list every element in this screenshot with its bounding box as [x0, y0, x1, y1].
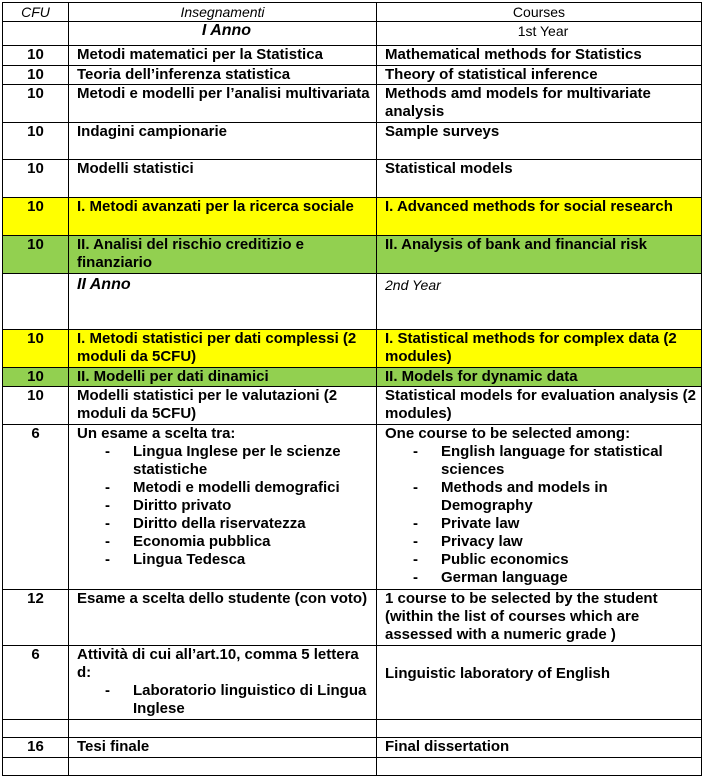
row-cfu: 10 — [3, 46, 69, 66]
row-en: Final dissertation — [377, 738, 702, 758]
year2-en: 2nd Year — [377, 274, 702, 330]
study-plan-table — [2, 2, 702, 776]
list-item: - Private law — [441, 515, 701, 533]
list-item: - Diritto della riservatezza — [133, 515, 376, 533]
list-item: - Lingua Inglese per le scienze statistiche — [133, 443, 376, 479]
list-item: - Lingua Tedesca — [133, 551, 376, 569]
lab-it-list — [77, 682, 376, 718]
year1-en: 1st Year — [377, 22, 702, 46]
row-it: I. Metodi statistici per dati complessi (2 moduli da 5CFU) — [69, 330, 377, 368]
row-cfu: 16 — [3, 738, 69, 758]
header-row — [3, 3, 702, 22]
year1-cfu — [3, 22, 69, 46]
table-row — [3, 738, 702, 758]
row-en: I. Advanced methods for social research — [377, 198, 702, 236]
table-row-highlight-yellow — [3, 198, 702, 236]
row-it: Tesi finale — [69, 738, 377, 758]
list-item: - Methods and models in Demography — [441, 479, 701, 515]
list-item: - Privacy law — [441, 533, 701, 551]
table-row-highlight-green — [3, 368, 702, 387]
choice-it — [69, 425, 377, 590]
table-row — [3, 387, 702, 425]
row-it: Indagini campionarie — [69, 123, 377, 160]
free-choice-row — [3, 590, 702, 646]
row-cfu: 10 — [3, 387, 69, 425]
list-item: - Metodi e modelli demografici — [133, 479, 376, 497]
row-en: Theory of statistical inference — [377, 66, 702, 85]
lab-it-intro: Attività di cui all’art.10, comma 5 lettera d: — [77, 646, 359, 681]
header-insegnamenti: Insegnamenti — [69, 3, 377, 22]
header-cfu: CFU — [3, 3, 69, 22]
year2-cfu — [3, 274, 69, 330]
row-cfu: 6 — [3, 425, 69, 590]
row-en: 1 course to be selected by the student (within the list of courses which are assessed with a numeric grade ) — [377, 590, 702, 646]
row-cfu: 10 — [3, 160, 69, 198]
choice-en — [377, 425, 702, 590]
table-row — [3, 66, 702, 85]
table-row — [3, 85, 702, 123]
table-row — [3, 46, 702, 66]
row-cfu: 10 — [3, 66, 69, 85]
choice-it-intro: Un esame a scelta tra: — [77, 425, 236, 442]
row-cfu: 10 — [3, 236, 69, 274]
row-cfu: 12 — [3, 590, 69, 646]
row-it: Teoria dell’inferenza statistica — [69, 66, 377, 85]
row-it: II. Analisi del rischio creditizio e finanziario — [69, 236, 377, 274]
list-item: - Public economics — [441, 551, 701, 569]
row-en: I. Statistical methods for complex data (2 modules) — [377, 330, 702, 368]
header-courses: Courses — [377, 3, 702, 22]
choice-row — [3, 425, 702, 590]
year2-row — [3, 274, 702, 330]
list-item: - Diritto privato — [133, 497, 376, 515]
table-row-highlight-yellow — [3, 330, 702, 368]
row-cfu: 10 — [3, 123, 69, 160]
row-cfu: 6 — [3, 646, 69, 720]
year1-row — [3, 22, 702, 46]
row-it: Modelli statistici per le valutazioni (2 moduli da 5CFU) — [69, 387, 377, 425]
year1-it: I Anno — [69, 22, 377, 46]
list-item: - German language — [441, 569, 701, 587]
empty-row — [3, 720, 702, 738]
row-it: Metodi e modelli per l’analisi multivariata — [69, 85, 377, 123]
choice-it-list — [77, 443, 376, 569]
choice-en-list — [385, 443, 701, 587]
lab-row — [3, 646, 702, 720]
row-en: Mathematical methods for Statistics — [377, 46, 702, 66]
table-row-highlight-green — [3, 236, 702, 274]
row-en: Statistical models — [377, 160, 702, 198]
row-cfu: 10 — [3, 85, 69, 123]
row-en: II. Analysis of bank and financial risk — [377, 236, 702, 274]
row-en: Statistical models for evaluation analysis (2 modules) — [377, 387, 702, 425]
empty-row — [3, 758, 702, 776]
row-cfu: 10 — [3, 198, 69, 236]
row-it: Modelli statistici — [69, 160, 377, 198]
row-en: Methods amd models for multivariate analysis — [377, 85, 702, 123]
list-item: - English language for statistical sciences — [441, 443, 701, 479]
row-it: Esame a scelta dello studente (con voto) — [69, 590, 377, 646]
row-it: II. Modelli per dati dinamici — [69, 368, 377, 387]
lab-it — [69, 646, 377, 720]
row-cfu: 10 — [3, 330, 69, 368]
table-row — [3, 123, 702, 160]
row-en: II. Models for dynamic data — [377, 368, 702, 387]
list-item: - Economia pubblica — [133, 533, 376, 551]
row-it: Metodi matematici per la Statistica — [69, 46, 377, 66]
year2-it: II Anno — [69, 274, 377, 330]
row-en: Sample surveys — [377, 123, 702, 160]
choice-en-intro: One course to be selected among: — [385, 425, 631, 442]
row-it: I. Metodi avanzati per la ricerca sociale — [69, 198, 377, 236]
table-row — [3, 160, 702, 198]
row-cfu: 10 — [3, 368, 69, 387]
list-item: - Laboratorio linguistico di Lingua Inglese — [133, 682, 376, 718]
lab-en: Linguistic laboratory of English — [377, 646, 702, 720]
